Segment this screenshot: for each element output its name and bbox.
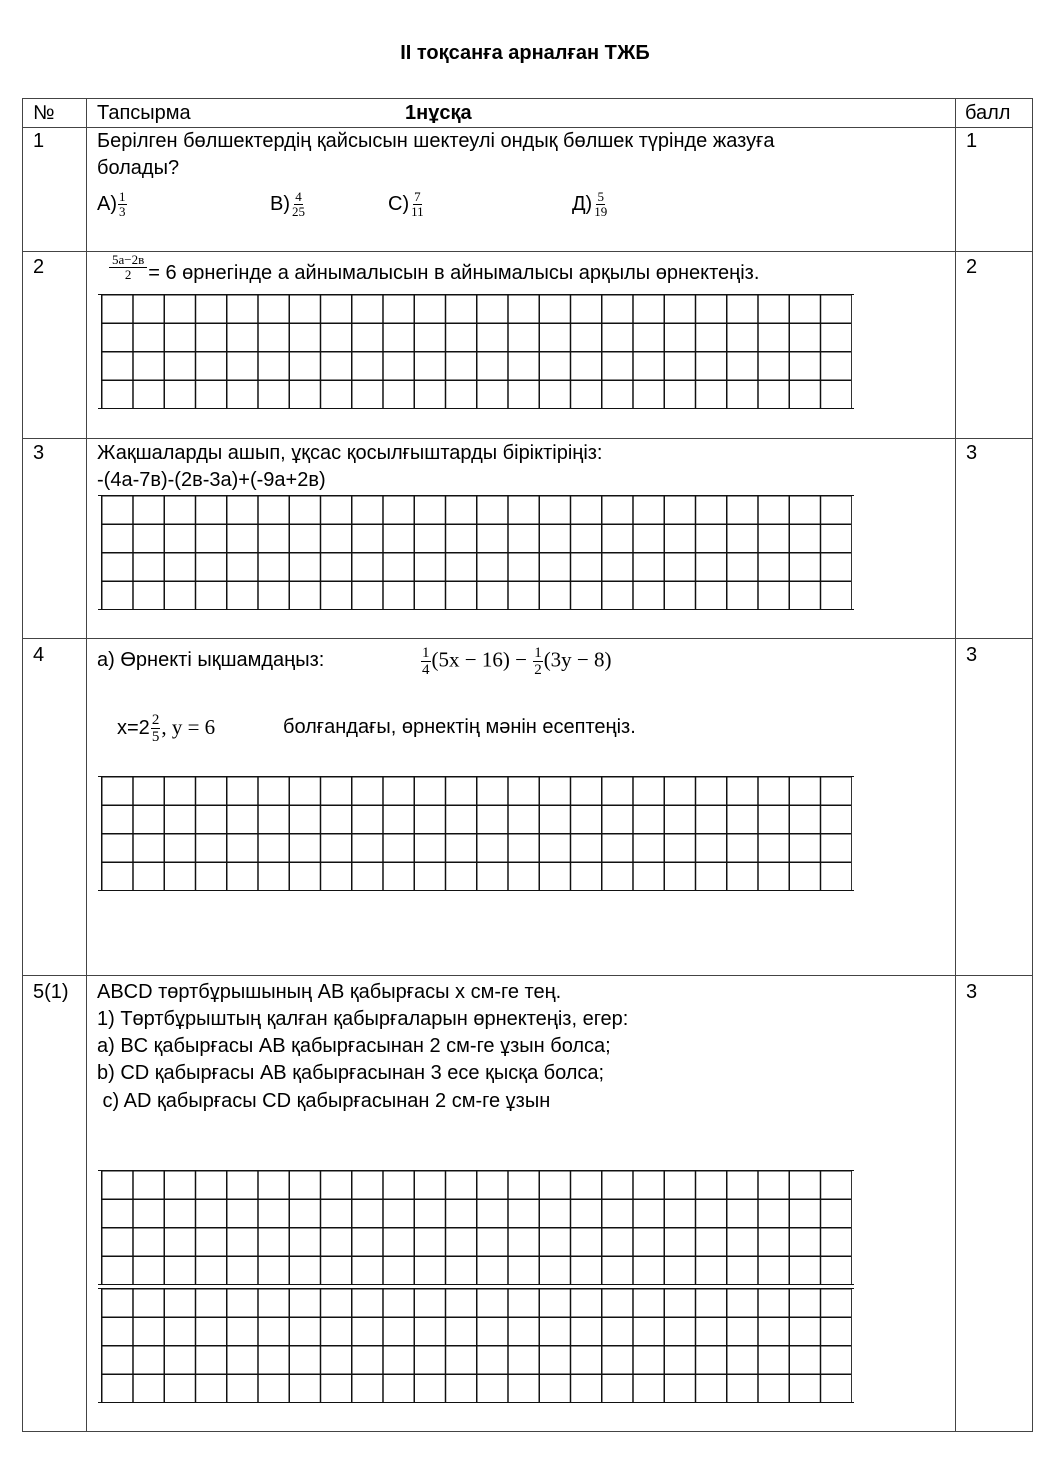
row-divider bbox=[22, 638, 1032, 639]
table-border-bottom bbox=[22, 1431, 1032, 1432]
answer-grid[interactable] bbox=[101, 1170, 852, 1285]
denominator: 4 bbox=[422, 662, 430, 678]
question-line: 1) Төртбұрыштың қалған қабырғаларын өрнектеңіз, егер: bbox=[97, 1008, 629, 1030]
answer-grid[interactable] bbox=[101, 294, 852, 409]
fraction bbox=[410, 190, 425, 219]
row-divider bbox=[22, 975, 1032, 976]
question-line: ABCD төртбұрышының АВ қабырғасы х см-ге тең. bbox=[97, 981, 562, 1003]
denominator: 5 bbox=[151, 729, 160, 745]
question-text: болады? bbox=[97, 157, 180, 179]
header-task: Тапсырма bbox=[97, 102, 191, 124]
y-value: , y = 6 bbox=[161, 714, 216, 739]
option-label: A) bbox=[97, 192, 117, 215]
fraction bbox=[533, 645, 543, 678]
question-text bbox=[108, 252, 759, 282]
table-border-right bbox=[1032, 98, 1033, 1432]
numerator: 2 bbox=[151, 712, 160, 728]
given-values bbox=[117, 712, 215, 745]
table-border-top bbox=[22, 98, 1032, 99]
fraction bbox=[421, 645, 431, 678]
numerator: 1 bbox=[534, 645, 542, 661]
task-score: 2 bbox=[966, 256, 978, 278]
task-number: 5(1) bbox=[33, 981, 69, 1003]
task-number: 3 bbox=[33, 442, 45, 464]
column-divider bbox=[955, 98, 956, 1432]
answer-grid[interactable] bbox=[101, 495, 852, 610]
option-d bbox=[572, 190, 609, 219]
task-score: 1 bbox=[966, 130, 978, 152]
numerator: 5 bbox=[597, 189, 604, 204]
denominator: 19 bbox=[594, 204, 608, 219]
option-c bbox=[388, 190, 426, 219]
column-divider bbox=[86, 98, 87, 1432]
task-number: 4 bbox=[33, 644, 45, 666]
table-border-left bbox=[22, 98, 23, 1432]
part-a-label: а) Өрнекті ықшамдаңыз: bbox=[97, 649, 325, 671]
option-label: C) bbox=[388, 192, 410, 215]
task-score: 3 bbox=[966, 644, 978, 666]
question-line: b) CD қабырғасы АВ қабырғасынан 3 есе қысқа болса; bbox=[97, 1062, 605, 1084]
header-number: № bbox=[33, 102, 55, 124]
denominator: 2 bbox=[124, 267, 132, 282]
numerator: 1 bbox=[422, 645, 430, 661]
question-line: c) AD қабырғасы CD қабырғасынан 2 см-ге ұзын bbox=[97, 1090, 551, 1112]
numerator: 4 bbox=[295, 189, 302, 204]
fraction bbox=[593, 190, 608, 219]
answer-grid[interactable] bbox=[101, 776, 852, 891]
expression-part: (5x − 16) − bbox=[431, 647, 527, 672]
denominator: 25 bbox=[292, 204, 305, 219]
expression-fraction bbox=[109, 253, 147, 282]
expression bbox=[420, 645, 612, 678]
numerator: 1 bbox=[119, 189, 126, 204]
expression-part: (3y − 8) bbox=[543, 647, 612, 672]
compute-instruction: болғандағы, өрнектің мәнін есептеңіз. bbox=[283, 716, 636, 738]
page-title: II тоқсанға арналған ТЖБ bbox=[400, 42, 650, 64]
expression-text: -(4a-7в)-(2в-3a)+(-9a+2в) bbox=[97, 469, 326, 491]
question-line: a) BC қабырғасы АВ қабырғасынан 2 см-ге ұзын болса; bbox=[97, 1035, 611, 1057]
option-label: Д) bbox=[572, 192, 593, 215]
fraction bbox=[291, 190, 306, 219]
task-number: 2 bbox=[33, 256, 45, 278]
fraction bbox=[151, 712, 161, 745]
fraction bbox=[118, 190, 127, 219]
task-score: 3 bbox=[966, 981, 978, 1003]
header-score: балл bbox=[965, 102, 1011, 124]
denominator: 11 bbox=[411, 204, 424, 219]
question-sentence: = 6 өрнегінде а айнымалысын в айнымалысы арқылы өрнектеңіз. bbox=[148, 262, 760, 284]
denominator: 2 bbox=[534, 662, 542, 678]
denominator: 3 bbox=[119, 204, 126, 219]
question-text: Жақшаларды ашып, ұқсас қосылғыштарды біріктіріңіз: bbox=[97, 442, 603, 464]
answer-grid[interactable] bbox=[101, 1288, 852, 1403]
task-score: 3 bbox=[966, 442, 978, 464]
task-number: 1 bbox=[33, 130, 45, 152]
row-divider bbox=[22, 438, 1032, 439]
numerator: 5a−2в bbox=[109, 253, 147, 268]
numerator: 7 bbox=[414, 189, 421, 204]
option-a bbox=[97, 190, 128, 219]
option-b bbox=[270, 190, 307, 219]
header-variant: 1нұсқа bbox=[405, 102, 472, 124]
question-text: Берілген бөлшектердің қайсысын шектеулі ондық бөлшек түрінде жазуға bbox=[97, 130, 775, 152]
option-label: B) bbox=[270, 192, 290, 215]
x-value: x=2 bbox=[117, 716, 150, 739]
